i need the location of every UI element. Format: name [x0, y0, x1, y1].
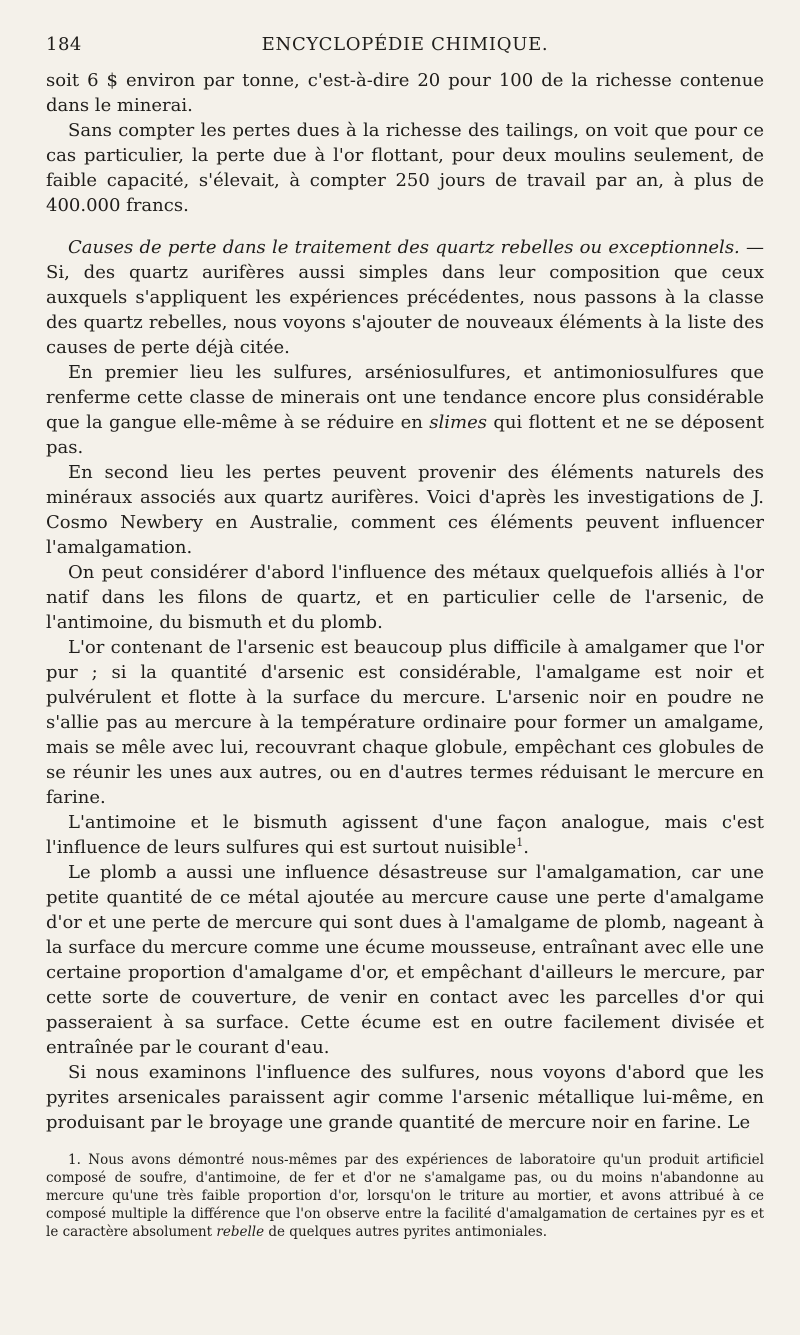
footnote-text-a: 1. Nous avons démontré nous-mêmes par des expériences de laboratoire qu'un produit artificiel composé de soufre, d'antimoine, de fer et d'or ne s'amalgame pas, ou du moins n'abandonne au mercure qu'une très faible proportion d'or, lorsqu'on le triture au mortier, et avons attribué à ce composé multiple la différence que l'on observe entre la facilité d'amalgamation de certaines pyr es et le caractère absolument [46, 1152, 764, 1240]
footnotes [46, 1151, 764, 1241]
paragraph-8 [46, 810, 764, 860]
book-page [46, 34, 764, 1241]
paragraph-4 [46, 360, 764, 460]
body-text [46, 68, 764, 1135]
paragraph-3-text: Si, des quartz aurifères aussi simples dans leur composition que ceux auxquels s'appliquent les expériences précédentes, nous passons à la classe des quartz rebelles, nous voyons s'ajouter de nouveaux éléments à la liste des causes de perte déjà citée. [46, 262, 764, 358]
running-title: ENCYCLOPÉDIE CHIMIQUE. [261, 34, 549, 55]
paragraph-4-text-b: qui flottent et ne se déposent pas. [46, 412, 764, 458]
footnote-text-b: de quelques autres pyrites antimoniales. [264, 1224, 548, 1240]
footnote-1 [46, 1151, 764, 1241]
paragraph-5: En second lieu les pertes peuvent provenir des éléments naturels des minéraux associés aux quartz aurifères. Voici d'après les investigations de J. Cosmo Newbery en Australie, comment ces éléments peuvent influencer l'amalgamation. [46, 462, 764, 558]
paragraph-8-end: . [523, 837, 529, 858]
section-title: Causes de perte dans le traitement des quartz rebelles ou exceptionnels. — [68, 237, 764, 258]
paragraph-4-text-a: En premier lieu les sulfures, arséniosulfures, et antimoniosulfures que renferme cette classe de minerais ont une tendance encore plus considérable que la gangue elle-même à se réduire en [46, 362, 764, 433]
footnote-reference: 1 [516, 836, 524, 849]
paragraph-8-text: L'antimoine et le bismuth agissent d'une façon analogue, mais c'est l'influence de leurs sulfures qui est surtout nuisible [46, 812, 764, 858]
paragraph-1: soit 6 $ environ par tonne, c'est-à-dire 20 pour 100 de la richesse contenue dans le minerai. [46, 70, 764, 116]
paragraph-7: L'or contenant de l'arsenic est beaucoup plus difficile à amalgamer que l'or pur ; si la quantité d'arsenic est considérable, l'amalgame est noir et pulvérulent et flotte à la surface du mercure. L'arsenic noir en poudre ne s'allie pas au mercure à la température ordinaire pour former un amalgame, mais se mêle avec lui, recouvrant chaque globule, empêchant ces globules de se réunir les unes aux autres, ou en d'autres termes réduisant le mercure en farine. [46, 637, 764, 808]
paragraph-9: Le plomb a aussi une influence désastreuse sur l'amalgamation, car une petite quantité de ce métal ajoutée au mercure cause une perte d'amalgame d'or et une perte de mercure qui sont dues à l'amalgame de plomb, nageant à la surface du mercure comme une écume mousseuse, entraînant avec elle une certaine proportion d'amalgame d'or, et empêchant d'ailleurs le mercure, par cette sorte de couverture, de venir en contact avec les parcelles d'or qui passeraient à sa surface. Cette écume est en outre facilement divisée et entraînée par le courant d'eau. [46, 862, 764, 1058]
slimes-term: slimes [429, 412, 487, 433]
page-number: 184 [46, 34, 82, 55]
footnote-emphasis: rebelle [216, 1224, 265, 1240]
paragraph-10: Si nous examinons l'influence des sulfures, nous voyons d'abord que les pyrites arsenicales paraissent agir comme l'arsenic métallique lui-même, en produisant par le broyage une grande quantité de mercure noir en farine. Le [46, 1062, 764, 1133]
paragraph-6: On peut considérer d'abord l'influence des métaux quelquefois alliés à l'or natif dans les filons de quartz, et en particulier celle de l'arsenic, de l'antimoine, du bismuth et du plomb. [46, 562, 764, 633]
paragraph-2: Sans compter les pertes dues à la richesse des tailings, on voit que pour ce cas particulier, la perte due à l'or flottant, pour deux moulins seulement, de faible capacité, s'élevait, à compter 250 jours de travail par an, à plus de 400.000 francs. [46, 120, 764, 216]
page-header [46, 34, 764, 68]
paragraph-3 [46, 235, 764, 360]
